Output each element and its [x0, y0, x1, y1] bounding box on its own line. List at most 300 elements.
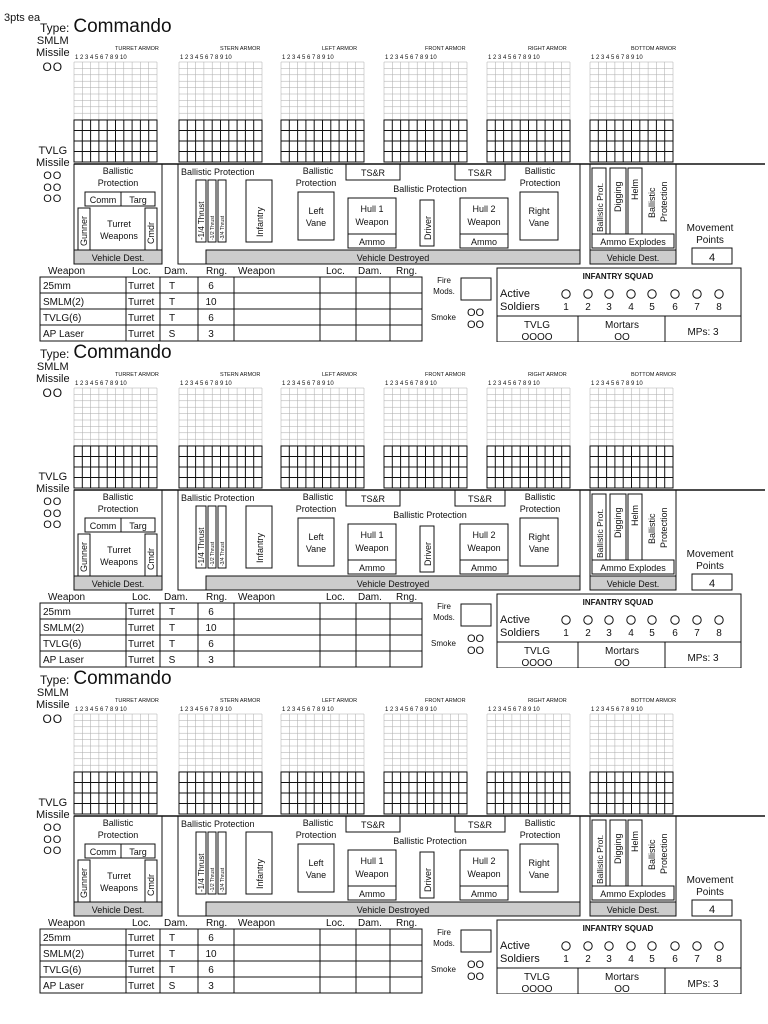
tsr-label: TS&R — [360, 168, 386, 178]
weapon-location: Turret — [128, 623, 155, 634]
missile-label: Missile — [36, 156, 70, 169]
armor-header: BOTTOM ARMOR — [631, 372, 677, 378]
stern-ballistic-label: Ballistic Protection — [181, 819, 255, 829]
record-sheet-diagram — [0, 12, 768, 342]
soldier-number: 2 — [585, 302, 591, 313]
soldier-active-circle[interactable] — [715, 290, 723, 298]
soldier-active-circle[interactable] — [562, 942, 570, 950]
soldier-number: 1 — [563, 954, 569, 965]
tsr-label: TS&R — [467, 168, 493, 178]
armor-header: FRONT ARMOR — [425, 46, 466, 52]
armor-numbers: 1 2 3 4 5 6 7 8 9 10 — [180, 707, 232, 713]
armor-header: LEFT ARMOR — [322, 46, 358, 52]
armor-track — [487, 62, 570, 162]
weapon-damage: T — [168, 297, 176, 308]
soldier-number: 5 — [649, 954, 655, 965]
weapons-table — [40, 603, 422, 667]
smlm-label: SMLM — [36, 35, 69, 47]
soldier-active-circle[interactable] — [562, 290, 570, 298]
soldier-active-circle[interactable] — [605, 290, 613, 298]
driver-label: Driver — [423, 216, 433, 240]
soldier-number: 3 — [606, 302, 612, 313]
soldiers-label: Soldiers — [500, 953, 540, 965]
mortars-label: Mortars — [605, 320, 639, 331]
hull-ballistic-label: Ballistic Protection — [393, 510, 467, 520]
weapon-name: 25mm — [43, 281, 71, 292]
mortars-label: Mortars — [605, 646, 639, 657]
infantry-squad-title: INFANTRY SQUAD — [582, 272, 654, 281]
armor-header: STERN ARMOR — [220, 372, 261, 378]
soldier-active-circle[interactable] — [671, 942, 679, 950]
soldiers-label: Soldiers — [500, 627, 540, 639]
weapon-range: 10 — [205, 623, 217, 634]
ballistic-prot-label: Ballistic Prot. — [595, 834, 605, 884]
left-vane-label: Vane — [305, 218, 327, 228]
tvlg-label: TVLG — [38, 797, 68, 809]
smoke-circles: OO — [467, 645, 485, 657]
stern-ballistic-label: Ballistic Protection — [181, 493, 255, 503]
bottom-protection-label: Protection — [659, 833, 669, 874]
smoke-circles: OO — [467, 633, 485, 645]
targ-label: Targ — [129, 847, 147, 857]
thrust-half-label: -1/2 Thrust — [210, 215, 216, 240]
armor-header: RIGHT ARMOR — [528, 372, 567, 378]
armor-header: RIGHT ARMOR — [528, 46, 567, 52]
bottom-destroyed-label: Vehicle Dest. — [606, 253, 660, 263]
fire-mods-box[interactable] — [461, 278, 491, 300]
armor-header: STERN ARMOR — [220, 698, 261, 704]
thrust-half-label: -1/2 Thrust — [210, 867, 216, 892]
soldier-active-circle[interactable] — [671, 616, 679, 624]
weapons-table-header: Rng. — [206, 918, 228, 929]
soldier-active-circle[interactable] — [605, 616, 613, 624]
fire-mods-label: Mods. — [433, 939, 455, 948]
ammo-explodes-label: Ammo Explodes — [600, 889, 666, 899]
turret-weapons-label: Turret — [107, 545, 131, 555]
turret-protection-label: Protection — [97, 504, 139, 514]
weapons-table-header: Loc. — [132, 592, 151, 603]
soldier-number: 7 — [694, 628, 700, 639]
hull-destroyed-label: Vehicle Destroyed — [356, 905, 430, 915]
infantry-tvlg-circles: OOOO — [521, 984, 553, 994]
soldier-active-circle[interactable] — [562, 616, 570, 624]
soldier-number: 5 — [649, 302, 655, 313]
weapons-table-header: Loc. — [326, 266, 345, 277]
bottom-protection-label: Protection — [659, 507, 669, 548]
armor-numbers: 1 2 3 4 5 6 7 8 9 10 — [591, 381, 643, 387]
smoke-label: Smoke — [431, 639, 456, 648]
left-ballistic-label: Ballistic — [302, 818, 334, 828]
bottom-destroyed-label: Vehicle Dest. — [606, 579, 660, 589]
soldier-active-circle[interactable] — [627, 942, 635, 950]
armor-numbers: 1 2 3 4 5 6 7 8 9 10 — [591, 707, 643, 713]
tsr-label: TS&R — [360, 494, 386, 504]
armor-track — [281, 388, 364, 488]
left-protection-label: Protection — [295, 830, 337, 840]
type-label: Type: — [40, 21, 70, 35]
weapon-damage: T — [168, 639, 176, 650]
cmdr-label: Cmdr — [146, 222, 156, 244]
soldiers-label: Soldiers — [500, 301, 540, 313]
weapons-table — [40, 277, 422, 341]
turret-weapons-label: Weapons — [100, 883, 138, 893]
soldier-active-circle[interactable] — [693, 290, 701, 298]
infantry-tvlg-label: TVLG — [523, 646, 551, 657]
mortar-circles: OO — [614, 984, 630, 994]
infantry-squad-title: INFANTRY SQUAD — [582, 924, 654, 933]
tvlg-ammo-circles[interactable]: OO — [43, 170, 63, 183]
smoke-label: Smoke — [431, 313, 456, 322]
bottom-destroyed-label: Vehicle Dest. — [606, 905, 660, 915]
weapon-name: SMLM(2) — [43, 297, 85, 308]
turret-destroyed-label: Vehicle Dest. — [91, 253, 145, 263]
ammo-label: Ammo — [470, 563, 498, 573]
soldier-active-circle[interactable] — [627, 290, 635, 298]
weapons-table-header: Rng. — [396, 592, 418, 603]
cmdr-label: Cmdr — [146, 874, 156, 896]
smoke-circles: OO — [467, 319, 485, 331]
right-vane-label: Vane — [528, 870, 550, 880]
bottom-ballistic-label: Ballistic — [647, 187, 657, 218]
gunner-label: Gunner — [79, 867, 89, 898]
hull-destroyed-label: Vehicle Destroyed — [356, 253, 430, 263]
hull1-label: Weapon — [355, 543, 389, 553]
armor-track — [384, 388, 467, 488]
tvlg-ammo-circles[interactable]: OO — [43, 845, 63, 858]
right-vane-box — [520, 844, 558, 892]
missile-label: Missile — [36, 808, 70, 821]
tvlg-ammo-circles[interactable]: OO — [43, 822, 63, 835]
armor-header: FRONT ARMOR — [425, 698, 466, 704]
vehicle-record-card — [0, 338, 768, 668]
infantry-bay-label: Infantry — [255, 532, 265, 563]
armor-track — [384, 62, 467, 162]
weapon-range: 6 — [208, 965, 214, 976]
armor-track — [179, 62, 262, 162]
soldier-active-circle[interactable] — [693, 616, 701, 624]
left-vane-box — [298, 192, 334, 240]
soldier-active-circle[interactable] — [584, 616, 592, 624]
infantry-tvlg-label: TVLG — [523, 972, 551, 983]
ammo-label: Ammo — [470, 237, 498, 247]
smlm-label: SMLM — [36, 687, 69, 699]
armor-header: RIGHT ARMOR — [528, 698, 567, 704]
armor-numbers: 1 2 3 4 5 6 7 8 9 10 — [488, 55, 540, 61]
turret-destroyed-label: Vehicle Dest. — [91, 905, 145, 915]
gunner-label: Gunner — [79, 541, 89, 572]
weapon-range: 10 — [205, 949, 217, 960]
fire-mods-label: Mods. — [433, 613, 455, 622]
soldier-active-circle[interactable] — [584, 290, 592, 298]
targ-label: Targ — [129, 195, 147, 205]
targ-label: Targ — [129, 521, 147, 531]
weapon-location: Turret — [128, 655, 155, 666]
soldier-number: 4 — [628, 628, 634, 639]
weapons-table-header: Weapon — [238, 918, 276, 929]
driver-label: Driver — [423, 868, 433, 892]
fire-mods-box[interactable] — [461, 930, 491, 952]
weapon-name: 25mm — [43, 933, 71, 944]
movement-label: Points — [696, 561, 724, 572]
left-protection-label: Protection — [295, 504, 337, 514]
tvlg-ammo-circles[interactable]: OO — [43, 193, 63, 206]
bottom-ballistic-label: Ballistic — [647, 513, 657, 544]
armor-numbers: 1 2 3 4 5 6 7 8 9 10 — [591, 55, 643, 61]
ammo-label: Ammo — [358, 237, 386, 247]
left-ballistic-label: Ballistic — [302, 492, 334, 502]
soldier-active-circle[interactable] — [693, 942, 701, 950]
weapons-table-header: Dam. — [358, 592, 382, 603]
missile-label: Missile — [36, 482, 70, 495]
weapon-range: 3 — [208, 329, 214, 340]
soldier-active-circle[interactable] — [605, 942, 613, 950]
movement-points-value: 4 — [708, 578, 716, 590]
infantry-mps: MPs: 3 — [687, 979, 719, 990]
hull1-label: Weapon — [355, 869, 389, 879]
helm-label: Helm — [630, 830, 640, 852]
left-ballistic-label: Ballistic — [302, 166, 334, 176]
armor-numbers: 1 2 3 4 5 6 7 8 9 10 — [75, 381, 127, 387]
infantry-mps: MPs: 3 — [687, 327, 719, 338]
tsr-label: TS&R — [360, 820, 386, 830]
missile-label: Missile — [36, 698, 70, 711]
smlm-ammo-circles[interactable]: OO — [42, 386, 64, 401]
soldier-number: 3 — [606, 628, 612, 639]
right-protection-label: Protection — [519, 504, 561, 514]
infantry-tvlg-label: TVLG — [523, 320, 551, 331]
armor-track — [74, 388, 157, 488]
armor-header: LEFT ARMOR — [322, 372, 358, 378]
left-vane-label: Left — [308, 532, 324, 542]
type-name: Commando — [73, 16, 172, 37]
weapons-table-header: Rng. — [396, 918, 418, 929]
soldier-number: 5 — [649, 628, 655, 639]
infantry-tvlg-circles: OOOO — [521, 658, 553, 668]
armor-track — [281, 714, 364, 814]
armor-header: TURRET ARMOR — [115, 698, 159, 704]
bottom-ballistic-label: Ballistic — [647, 839, 657, 870]
helm-box — [628, 820, 642, 886]
soldier-number: 3 — [606, 954, 612, 965]
weapons-table-header: Dam. — [164, 592, 188, 603]
weapons-table-header: Dam. — [164, 918, 188, 929]
armor-numbers: 1 2 3 4 5 6 7 8 9 10 — [180, 381, 232, 387]
weapon-range: 6 — [208, 933, 214, 944]
hull1-label: Hull 1 — [360, 530, 384, 540]
weapon-damage: T — [168, 949, 176, 960]
weapons-table-header: Weapon — [238, 266, 276, 277]
hull1-label: Hull 1 — [360, 856, 384, 866]
hull2-label: Weapon — [467, 543, 501, 553]
right-vane-box — [520, 518, 558, 566]
infantry-bay-label: Infantry — [255, 858, 265, 889]
weapon-damage: T — [168, 623, 176, 634]
soldier-number: 6 — [672, 628, 678, 639]
thrust-quarter-label: -1/4 Thrust — [197, 201, 206, 240]
mortar-circles: OO — [614, 658, 630, 668]
weapon-range: 3 — [208, 981, 214, 992]
fire-mods-label: Fire — [437, 928, 451, 937]
tvlg-ammo-circles[interactable]: OO — [43, 833, 63, 846]
helm-label: Helm — [630, 178, 640, 200]
hull1-label: Hull 1 — [360, 204, 384, 214]
armor-track — [179, 714, 262, 814]
weapons-table-header: Loc. — [132, 266, 151, 277]
weapon-range: 10 — [205, 297, 217, 308]
comm-label: Comm — [89, 847, 117, 857]
movement-points-value: 4 — [708, 904, 716, 916]
gunner-label: Gunner — [79, 215, 89, 246]
comm-label: Comm — [89, 521, 117, 531]
soldier-active-circle[interactable] — [715, 942, 723, 950]
armor-numbers: 1 2 3 4 5 6 7 8 9 10 — [180, 55, 232, 61]
weapon-name: TVLG(6) — [43, 965, 82, 976]
armor-track — [487, 714, 570, 814]
tvlg-ammo-circles[interactable]: OO — [43, 507, 63, 520]
weapons-table-header: Dam. — [164, 266, 188, 277]
tvlg-label: TVLG — [38, 471, 68, 483]
thrust-quarter-label: -1/4 Thrust — [197, 853, 206, 892]
helm-box — [628, 494, 642, 560]
points-note: 3pts ea — [4, 12, 41, 24]
soldier-active-circle[interactable] — [671, 290, 679, 298]
type-label: Type: — [40, 673, 70, 687]
armor-track — [179, 388, 262, 488]
armor-header: FRONT ARMOR — [425, 372, 466, 378]
weapon-range: 6 — [208, 607, 214, 618]
weapon-name: AP Laser — [43, 981, 84, 992]
turret-ballistic-label: Ballistic — [102, 492, 134, 502]
hull2-label: Hull 2 — [472, 204, 496, 214]
soldier-number: 8 — [716, 954, 722, 965]
weapons-table-header: Loc. — [326, 592, 345, 603]
soldier-active-circle[interactable] — [648, 290, 656, 298]
infantry-squad-title: INFANTRY SQUAD — [582, 598, 654, 607]
weapon-name: AP Laser — [43, 329, 84, 340]
weapon-name: 25mm — [43, 607, 71, 618]
weapon-name: AP Laser — [43, 655, 84, 666]
fire-mods-box[interactable] — [461, 604, 491, 626]
soldier-number: 6 — [672, 302, 678, 313]
armor-track — [74, 62, 157, 162]
armor-track — [590, 388, 673, 488]
movement-label: Movement — [686, 549, 734, 560]
hull2-label: Weapon — [467, 217, 501, 227]
soldier-active-circle[interactable] — [715, 616, 723, 624]
thrust-half-label: -1/2 Thrust — [210, 541, 216, 566]
tvlg-ammo-circles[interactable]: OO — [43, 519, 63, 532]
weapon-damage: T — [168, 965, 176, 976]
tvlg-label: TVLG — [38, 145, 68, 157]
weapon-range: 3 — [208, 655, 214, 666]
digging-label: Digging — [613, 507, 623, 538]
weapon-damage: T — [168, 933, 176, 944]
smlm-ammo-circles[interactable]: OO — [42, 60, 64, 75]
movement-points-value: 4 — [708, 252, 716, 264]
mortars-label: Mortars — [605, 972, 639, 983]
infantry-mps: MPs: 3 — [687, 653, 719, 664]
weapon-location: Turret — [128, 981, 155, 992]
weapon-damage: S — [168, 655, 176, 666]
tvlg-ammo-circles[interactable]: OO — [43, 181, 63, 194]
vehicle-record-card — [0, 12, 768, 342]
soldier-number: 6 — [672, 954, 678, 965]
armor-numbers: 1 2 3 4 5 6 7 8 9 10 — [385, 381, 437, 387]
stern-ballistic-label: Ballistic Protection — [181, 167, 255, 177]
missile-label: Missile — [36, 46, 70, 59]
soldier-number: 8 — [716, 302, 722, 313]
helm-label: Helm — [630, 504, 640, 526]
right-protection-label: Protection — [519, 178, 561, 188]
right-vane-label: Right — [528, 532, 550, 542]
armor-numbers: 1 2 3 4 5 6 7 8 9 10 — [488, 707, 540, 713]
armor-numbers: 1 2 3 4 5 6 7 8 9 10 — [282, 707, 334, 713]
left-vane-label: Vane — [305, 544, 327, 554]
right-ballistic-label: Ballistic — [524, 818, 556, 828]
movement-label: Points — [696, 887, 724, 898]
armor-numbers: 1 2 3 4 5 6 7 8 9 10 — [75, 55, 127, 61]
armor-numbers: 1 2 3 4 5 6 7 8 9 10 — [385, 707, 437, 713]
armor-track — [487, 388, 570, 488]
hull2-label: Weapon — [467, 869, 501, 879]
weapon-location: Turret — [128, 329, 155, 340]
weapon-location: Turret — [128, 965, 155, 976]
tvlg-ammo-circles[interactable]: OO — [43, 496, 63, 509]
soldier-active-circle[interactable] — [648, 616, 656, 624]
hull2-label: Hull 2 — [472, 856, 496, 866]
smoke-label: Smoke — [431, 965, 456, 974]
ammo-explodes-label: Ammo Explodes — [600, 237, 666, 247]
active-label: Active — [500, 614, 530, 626]
left-vane-box — [298, 518, 334, 566]
weapons-table-header: Dam. — [358, 266, 382, 277]
turret-ballistic-label: Ballistic — [102, 818, 134, 828]
armor-header: STERN ARMOR — [220, 46, 261, 52]
soldier-active-circle[interactable] — [648, 942, 656, 950]
ammo-label: Ammo — [358, 563, 386, 573]
soldier-number: 1 — [563, 302, 569, 313]
weapon-location: Turret — [128, 949, 155, 960]
digging-label: Digging — [613, 181, 623, 212]
armor-header: TURRET ARMOR — [115, 46, 159, 52]
smlm-ammo-circles[interactable]: OO — [42, 712, 64, 727]
infantry-tvlg-circles: OOOO — [521, 332, 553, 342]
thrust-three-quarter-label: -3/4 Thrust — [220, 867, 226, 892]
weapon-name: TVLG(6) — [43, 639, 82, 650]
weapon-damage: S — [168, 329, 176, 340]
armor-header: BOTTOM ARMOR — [631, 46, 677, 52]
hull-ballistic-label: Ballistic Protection — [393, 184, 467, 194]
weapon-damage: T — [168, 313, 176, 324]
armor-header: LEFT ARMOR — [322, 698, 358, 704]
weapons-table — [40, 929, 422, 993]
weapons-table-header: Loc. — [132, 918, 151, 929]
type-label: Type: — [40, 347, 70, 361]
weapons-table-header: Weapon — [48, 266, 86, 277]
soldier-active-circle[interactable] — [584, 942, 592, 950]
turret-weapons-label: Weapons — [100, 557, 138, 567]
vehicle-record-card — [0, 664, 768, 994]
smoke-circles: OO — [467, 971, 485, 983]
active-label: Active — [500, 940, 530, 952]
right-vane-label: Right — [528, 206, 550, 216]
soldier-number: 4 — [628, 302, 634, 313]
hull-ballistic-label: Ballistic Protection — [393, 836, 467, 846]
soldier-active-circle[interactable] — [627, 616, 635, 624]
weapon-range: 6 — [208, 281, 214, 292]
turret-weapons-label: Turret — [107, 871, 131, 881]
fire-mods-label: Fire — [437, 276, 451, 285]
